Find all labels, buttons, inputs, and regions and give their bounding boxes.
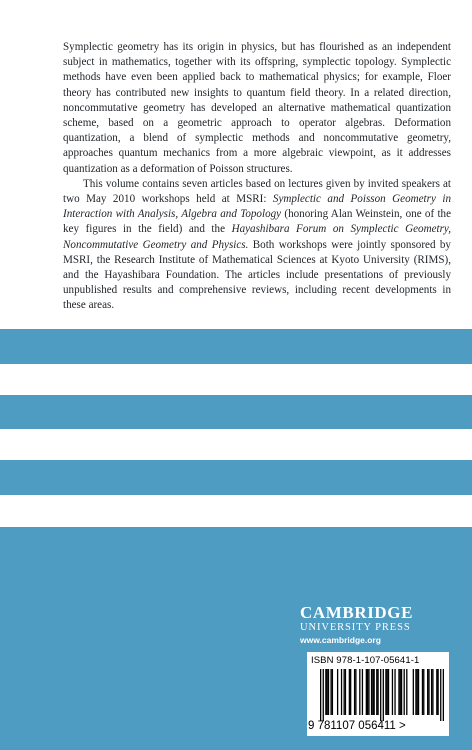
- barcode-bar: [423, 669, 424, 715]
- barcode-bar: [350, 669, 351, 715]
- barcode-bar: [385, 669, 386, 715]
- barcode-bar: [323, 669, 324, 721]
- barcode-bar: [400, 669, 401, 715]
- barcode-bar: [349, 669, 350, 715]
- barcode-bar: [401, 669, 402, 715]
- barcode-bar: [345, 669, 346, 715]
- barcode-bar: [377, 669, 378, 715]
- barcode-bar: [362, 669, 363, 715]
- barcode-bar: [327, 669, 328, 715]
- workshop-title-2: Hayashibara Forum on Symplectic Geometry, Noncommutative Geometry and Physics.: [63, 223, 451, 251]
- barcode-bar: [341, 669, 342, 715]
- publisher-name: CAMBRIDGE: [300, 603, 414, 622]
- barcode-bar: [432, 669, 433, 715]
- barcode-bar: [422, 669, 423, 715]
- barcode-bar: [387, 669, 388, 715]
- blurb-text: [63, 40, 451, 314]
- barcode-bar: [371, 669, 372, 715]
- barcode-bar: [368, 669, 369, 715]
- barcode-bar: [437, 669, 438, 715]
- barcode-bar: [374, 669, 375, 715]
- publisher-subtitle: UNIVERSITY PRESS: [300, 622, 411, 633]
- barcode-bar: [376, 669, 377, 715]
- barcode-bar: [428, 669, 429, 715]
- barcode-bar: [431, 669, 432, 715]
- barcode-bars: [320, 669, 444, 721]
- workshop-title-1: Symplectic and Poisson Geometry in Interaction with Analysis, Algebra and Topology: [63, 193, 451, 221]
- barcode-bar: [417, 669, 418, 715]
- barcode-bar: [418, 669, 419, 715]
- barcode-bar: [406, 669, 407, 715]
- barcode-bar: [366, 669, 367, 715]
- barcode-bar: [404, 669, 405, 715]
- barcode-bar: [427, 669, 428, 715]
- barcode-bar: [372, 669, 373, 715]
- barcode-bar: [415, 669, 416, 715]
- barcode-bar: [343, 669, 344, 715]
- blurb-paragraph-2: [63, 177, 451, 314]
- publisher-url: www.cambridge.org: [300, 635, 381, 645]
- barcode-bar: [320, 669, 321, 721]
- blue-stripe-1: [0, 329, 472, 364]
- barcode-bar: [355, 669, 356, 715]
- barcode-bar: [380, 669, 381, 721]
- barcode-bar: [328, 669, 329, 715]
- barcode-bar: [392, 669, 393, 715]
- barcode-bar: [436, 669, 437, 715]
- blurb-paragraph-1: Symplectic geometry has its origin in physics, but has flourished as an independent subject in mathematics, together with its offspring, symplectic topology. Symplectic methods have even been applied back to mathematical physics; for example, Floer theory has contributed new insights to quantum field theory. In a related direction, noncommutative geometry has developed an alternative mathematical quantization scheme, based on a geometric approach to operator algebras. Deformation quantization, a blend of symplectic methods and noncommutative geometry, approaches quantum mechanics from a more algebraic viewpoint, as it addresses quantization as a deformation of Poisson structures.: [63, 41, 451, 175]
- blue-stripe-3: [0, 460, 472, 495]
- barcode-bar: [388, 669, 389, 715]
- blurb-p2-end: Both workshops were jointly sponsored by MSRI, the Research Institute of Mathematical Sciences at Kyoto University (RIMS), and the Hayashibara Foundation. The articles include presentations of previously unpublished results and comprehensive reviews, including recent developments in these areas.: [63, 238, 451, 312]
- blurb-p2-intro: This volume contains seven articles based on lectures given by invited speakers at two May 2010 workshops held at MSRI:: [63, 177, 451, 206]
- barcode-bar: [367, 669, 368, 715]
- isbn-label: ISBN 978-1-107-05641-1: [311, 655, 420, 666]
- barcode-bar: [398, 669, 399, 715]
- barcode-bar: [394, 669, 395, 715]
- barcode-bar: [325, 669, 326, 715]
- blurb-p2-middle: (honoring Alan Weinstein, one of the key figures in the field) and the: [63, 208, 451, 236]
- barcode-bar: [383, 669, 384, 721]
- barcode-bar: [330, 669, 331, 715]
- barcode-bar: [359, 669, 360, 715]
- barcode-bar: [413, 669, 414, 715]
- barcode-bar: [337, 669, 338, 715]
- barcode-digits: 9 781107 056411 >: [308, 720, 406, 732]
- blue-stripe-2: [0, 395, 472, 429]
- barcode-bar: [443, 669, 444, 721]
- barcode-bar: [354, 669, 355, 715]
- barcode-bar: [332, 669, 333, 715]
- barcode: [307, 652, 449, 736]
- publisher-logo: [300, 604, 450, 646]
- barcode-bar: [440, 669, 441, 721]
